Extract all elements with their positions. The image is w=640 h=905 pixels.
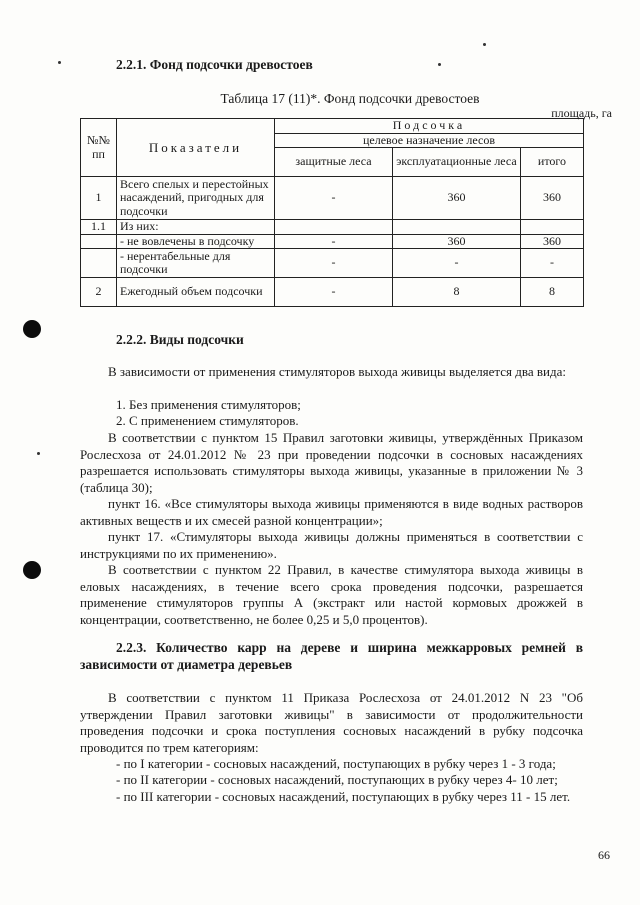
table-units: площадь, га — [551, 106, 612, 120]
cell-protective: - — [275, 234, 393, 249]
cell-total: 360 — [521, 234, 584, 249]
cell-num: 2 — [81, 278, 117, 307]
cell-total: 360 — [521, 177, 584, 220]
header-num: №№ пп — [81, 119, 117, 177]
cell-exploitation — [393, 220, 521, 235]
cell-exploitation: 8 — [393, 278, 521, 307]
paragraph-rule-15: В соответствии с пунктом 15 Правил заготовки живицы, утверждённых Приказом Рослесхоза от 24.01.2012 № 23 при проведении подсочки в сосновых насаждениях разрешается использовать стимуляторы выхода живицы, указанные в приложении № 3 (таблица 30); — [80, 430, 583, 495]
header-indicator: Показатели — [117, 119, 275, 177]
scan-speck — [58, 61, 61, 64]
header-protective: защитные леса — [275, 148, 393, 177]
cell-total — [521, 220, 584, 235]
cell-num — [81, 234, 117, 249]
scan-speck — [438, 63, 441, 66]
paragraph-rule-11: В соответствии с пунктом 11 Приказа Рослесхоза от 24.01.2012 N 23 "Об утверждении Правил заготовки живицы" в зависимости от продолжительности проведения подсочки и срока поступления сосновых насаждений в рубку подсочка проводится по трем категориям: — [80, 690, 583, 755]
paragraph-rule-22: В соответствии с пунктом 22 Правил, в качестве стимулятора выхода живицы в еловых насаждениях, в течение всего срока проведения подсочки, разрешается применение стимуляторов группы А (экстракт или настой кормовых дрожжей в концентрации, соответственно, не более 0,25 и 5,0 процентов). — [80, 562, 583, 627]
cell-protective: - — [275, 177, 393, 220]
table-caption: Таблица 17 (11)*. Фонд подсочки древостоев — [220, 91, 480, 106]
cell-num — [81, 249, 117, 278]
heading-2-2-1: 2.2.1. Фонд подсочки древостоев — [116, 57, 313, 72]
cell-label: Из них: — [117, 220, 275, 235]
punch-hole-bottom — [23, 561, 41, 579]
paragraph-rule-17: пункт 17. «Стимуляторы выхода живицы должны применяться в соответствии с инструкциями по их применению». — [80, 529, 583, 561]
cell-exploitation: - — [393, 249, 521, 278]
list-item-with-stimulators: 2. С применением стимуляторов. — [116, 413, 299, 428]
table-row — [81, 278, 584, 307]
table-row — [81, 234, 584, 249]
list-item-category-1: - по I категории - сосновых насаждений, поступающих в рубку через 1 - 3 года; — [116, 756, 556, 771]
cell-protective — [275, 220, 393, 235]
scan-speck — [483, 43, 486, 46]
cell-label: Всего спелых и перестойных насаждений, пригодных для подсочки — [117, 177, 275, 220]
cell-num: 1.1 — [81, 220, 117, 235]
table-row — [81, 177, 584, 220]
cell-protective: - — [275, 278, 393, 307]
cell-total: 8 — [521, 278, 584, 307]
header-purpose: целевое назначение лесов — [275, 133, 584, 148]
table-row — [81, 220, 584, 235]
heading-2-2-3: 2.2.3. Количество карр на дереве и ширина межкарровых ремней в зависимости от диаметра деревьев — [80, 640, 583, 672]
paragraph-rule-16: пункт 16. «Все стимуляторы выхода живицы применяются в виде водных растворов активных веществ и их смесей разной концентрации»; — [80, 496, 583, 528]
punch-hole-top — [23, 320, 41, 338]
page-number: 66 — [598, 848, 610, 862]
header-exploitation: эксплуатационные леса — [393, 148, 521, 177]
header-total: итого — [521, 148, 584, 177]
list-item-category-3: - по III категории - сосновых насаждений, поступающих в рубку через 11 - 15 лет. — [116, 789, 571, 804]
heading-2-2-2: 2.2.2. Виды подсочки — [116, 332, 244, 347]
cell-label: Ежегодный объем подсочки — [117, 278, 275, 307]
header-group: Подсочка — [275, 119, 584, 134]
scan-speck — [37, 452, 40, 455]
table-row — [81, 249, 584, 278]
cell-label: - нерентабельные для подсочки — [117, 249, 275, 278]
cell-num: 1 — [81, 177, 117, 220]
cell-exploitation: 360 — [393, 177, 521, 220]
paragraph-types-intro: В зависимости от применения стимуляторов выхода живицы выделяется два вида: — [108, 364, 566, 379]
cell-total: - — [521, 249, 584, 278]
cell-protective: - — [275, 249, 393, 278]
cell-label: - не вовлечены в подсочку — [117, 234, 275, 249]
list-item-category-2: - по II категории - сосновых насаждений, поступающих в рубку через 4- 10 лет; — [116, 772, 558, 787]
list-item-without-stimulators: 1. Без применения стимуляторов; — [116, 397, 301, 412]
cell-exploitation: 360 — [393, 234, 521, 249]
podsochka-fund-table — [80, 118, 584, 307]
